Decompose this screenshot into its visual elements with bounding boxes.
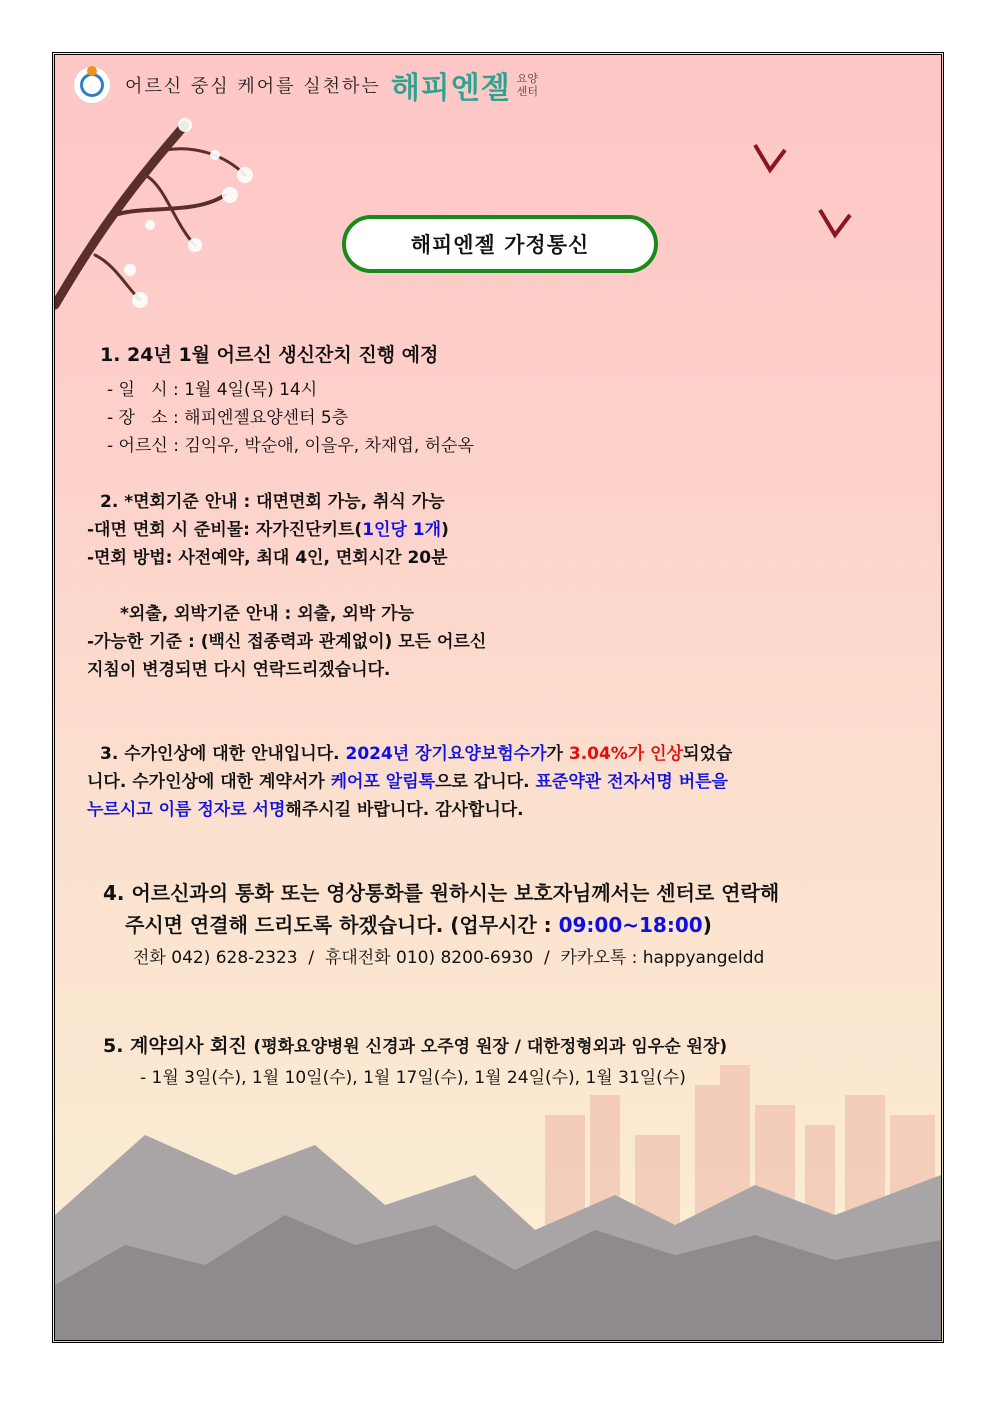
center-logo-icon (73, 66, 111, 104)
s3-highlight: 표준약관 전자서명 버튼을 (535, 772, 728, 792)
newsletter-page (52, 52, 944, 1343)
s3-text: 해주시길 바랍니다. 감사합니다. (285, 800, 524, 820)
outing-heading: *외출, 외박기준 안내 : 외출, 외박 가능 (120, 604, 415, 624)
s3-highlight: 2024년 장기요양보험수가 (345, 744, 547, 764)
prep-close: ) (441, 520, 449, 540)
prep-highlight: 1인당 1개 (362, 520, 442, 540)
blossom-flowers (124, 118, 253, 308)
s3-text: 니다. 수가인상에 대한 계약서가 (87, 772, 331, 792)
date-label: - 일 시 : (107, 380, 185, 400)
brand-sub-2: 센터 (516, 85, 539, 98)
section2-prep (87, 515, 449, 540)
people-value: 김익우, 박순애, 이을우, 차재엽, 허순옥 (184, 436, 474, 456)
s3-text: 되었습 (683, 744, 733, 764)
section1-date (107, 375, 317, 400)
bird-icon (755, 145, 785, 170)
section3-line2 (87, 767, 728, 792)
header (73, 65, 538, 105)
s5-doctors: (평화요양병원 신경과 오주영 원장 / 대한정형외과 임우순 원장) (253, 1037, 728, 1057)
s3-highlight: 케어포 알림톡 (330, 772, 436, 792)
section1-people (107, 431, 474, 456)
s3-highlight: 누르시고 이름 정자로 서명 (87, 800, 286, 820)
section2-heading: 2. *면회기준 안내 : 대면면회 가능, 취식 가능 (100, 492, 445, 512)
section4-line1: 4. 어르신과의 통화 또는 영상통화를 원하시는 보호자님께서는 센터로 연락해 (103, 881, 780, 905)
section1-place (107, 403, 348, 428)
section5-heading (103, 1031, 727, 1058)
brand-sub-1: 요양 (516, 72, 539, 85)
s4-text: ) (702, 913, 712, 937)
brand-name: 해피엔젤 (390, 71, 511, 106)
section5-dates: - 1월 3일(수), 1월 10일(수), 1월 17일(수), 1월 24일(수), 1월 31일(수) (140, 1068, 686, 1088)
contact-info: 전화 042) 628-2323 / 휴대전화 010) 8200-6930 / 카카오톡 : happyangeldd (133, 948, 765, 968)
prep-text: -대면 면회 시 준비물: 자가진단키트( (87, 520, 363, 540)
place-label: - 장 소 : (107, 408, 185, 428)
section2-method: -면회 방법: 사전예약, 최대 4인, 면회시간 20분 (87, 548, 448, 568)
outing-notice: 지침이 변경되면 다시 연락드리겠습니다. (87, 660, 391, 680)
s3-text: 가 (546, 744, 569, 764)
section3-line1 (100, 739, 732, 764)
s3-text: 으로 갑니다. (435, 772, 536, 792)
section4-line2 (125, 909, 712, 938)
brand-sub (517, 72, 538, 98)
outing-criteria: -가능한 기준 : (백신 접종력과 관계없이) 모든 어르신 (87, 632, 487, 652)
place-value: 해피엔젤요양센터 5층 (184, 408, 349, 428)
s5-title: 5. 계약의사 회진 (103, 1035, 254, 1057)
people-label: - 어르신 : (107, 436, 185, 456)
section3-line3 (87, 795, 524, 820)
page-title: 해피엔젤 가정통신 (342, 215, 658, 273)
slogan: 어르신 중심 케어를 실천하는 (125, 76, 381, 97)
office-hours: 09:00~18:00 (558, 913, 703, 937)
s3-text: 3. 수가인상에 대한 안내입니다. (100, 744, 346, 764)
s3-rate-highlight: 3.04%가 인상 (568, 744, 684, 764)
date-value: 1월 4일(목) 14시 (184, 380, 318, 400)
s4-text: 주시면 연결해 드리도록 하겠습니다. (업무시간 : (125, 913, 559, 937)
section1-heading: 1. 24년 1월 어르신 생신잔치 진행 예정 (100, 344, 439, 366)
bird-icon (820, 210, 850, 235)
